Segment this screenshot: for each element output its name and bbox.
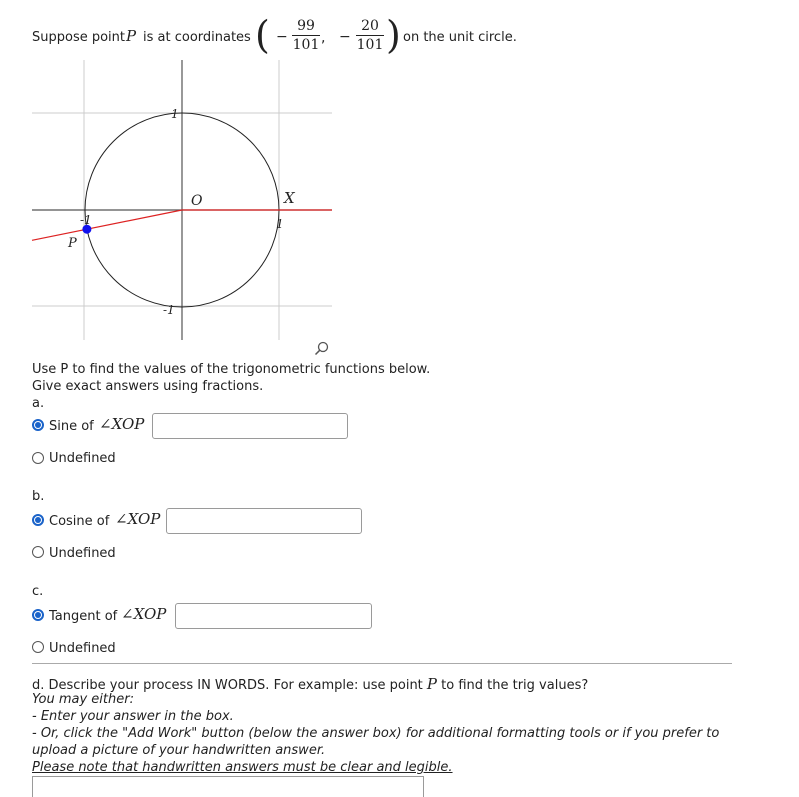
part-b-func-label: Cosine of <box>49 514 110 529</box>
part-a-answer-input[interactable] <box>152 413 348 439</box>
part-a-letter: a. <box>32 396 45 411</box>
part-d-text-post: to find the trig values? <box>441 678 589 693</box>
part-c-undefined-label: Undefined <box>49 641 116 656</box>
tick-label-neg-one-bottom: -1 <box>163 303 175 317</box>
open-paren: ( <box>255 13 270 57</box>
part-a-undefined-label: Undefined <box>49 451 116 466</box>
part-b-angle: ∠XOP <box>115 510 161 528</box>
origin-label: O <box>191 193 203 209</box>
part-b-answer-input[interactable] <box>166 508 362 534</box>
coord-x-denominator: 101 <box>292 37 320 53</box>
part-d-option-2: - Or, click the "Add Work" button (below the answer box) for additional formatting tools or if you prefer to <box>32 726 720 741</box>
part-a-value-radio[interactable] <box>32 419 44 431</box>
tick-label-one-top: 1 <box>171 107 179 121</box>
part-b-value-radio[interactable] <box>32 514 44 526</box>
coord-y-numerator: 20 <box>361 18 379 34</box>
point-name: P <box>126 27 137 45</box>
part-b-undefined-label: Undefined <box>49 546 116 561</box>
intro-suffix: on the unit circle. <box>403 30 517 45</box>
intro-mid: is at coordinates <box>143 30 251 45</box>
x-point-label: X <box>284 189 295 207</box>
part-c-angle: ∠XOP <box>121 605 167 623</box>
part-c-answer-input[interactable] <box>175 603 372 629</box>
part-d-point-name: P <box>426 675 438 693</box>
part-d-option-1: - Enter your answer in the box. <box>32 709 234 724</box>
intro-prefix: Suppose point <box>32 30 126 45</box>
part-a-func-label: Sine of <box>49 419 94 434</box>
part-d-option-2b: upload a picture of your handwritten answer. <box>32 743 326 758</box>
coord-y-denominator: 101 <box>356 37 384 53</box>
tick-label-one-right: 1 <box>276 217 284 231</box>
magnifier-icon[interactable] <box>314 341 330 357</box>
ray-op <box>32 210 182 240</box>
part-b-letter: b. <box>32 489 45 504</box>
tick-label-neg-one-left: -1 <box>80 213 92 227</box>
coord-comma: , <box>321 30 326 46</box>
part-d-prompt <box>32 675 588 693</box>
part-d-you-may: You may either: <box>32 692 134 707</box>
part-c-letter: c. <box>32 584 44 599</box>
part-a-angle: ∠XOP <box>99 415 145 433</box>
close-paren: ) <box>386 13 401 57</box>
section-divider <box>32 663 732 664</box>
part-d-note: Please note that handwritten answers must be clear and legible. <box>32 760 453 775</box>
part-c-undefined-radio[interactable] <box>32 641 44 653</box>
part-a-undefined-radio[interactable] <box>32 452 44 464</box>
coord-y-sign: − <box>339 29 351 45</box>
coord-x-sign: − <box>276 29 288 45</box>
coord-x-numerator: 99 <box>297 18 315 34</box>
unit-circle-graph <box>0 0 799 360</box>
part-d-text-pre: d. Describe your process IN WORDS. For example: use point <box>32 678 423 693</box>
part-c-func-label: Tangent of <box>49 609 118 624</box>
part-c-value-radio[interactable] <box>32 609 44 621</box>
part-d-answer-box[interactable] <box>32 776 424 797</box>
point-p-label: P <box>68 236 77 251</box>
instruction-line-2: Give exact answers using fractions. <box>32 379 264 394</box>
instruction-line-1: Use P to find the values of the trigonometric functions below. <box>32 362 431 377</box>
part-b-undefined-radio[interactable] <box>32 546 44 558</box>
